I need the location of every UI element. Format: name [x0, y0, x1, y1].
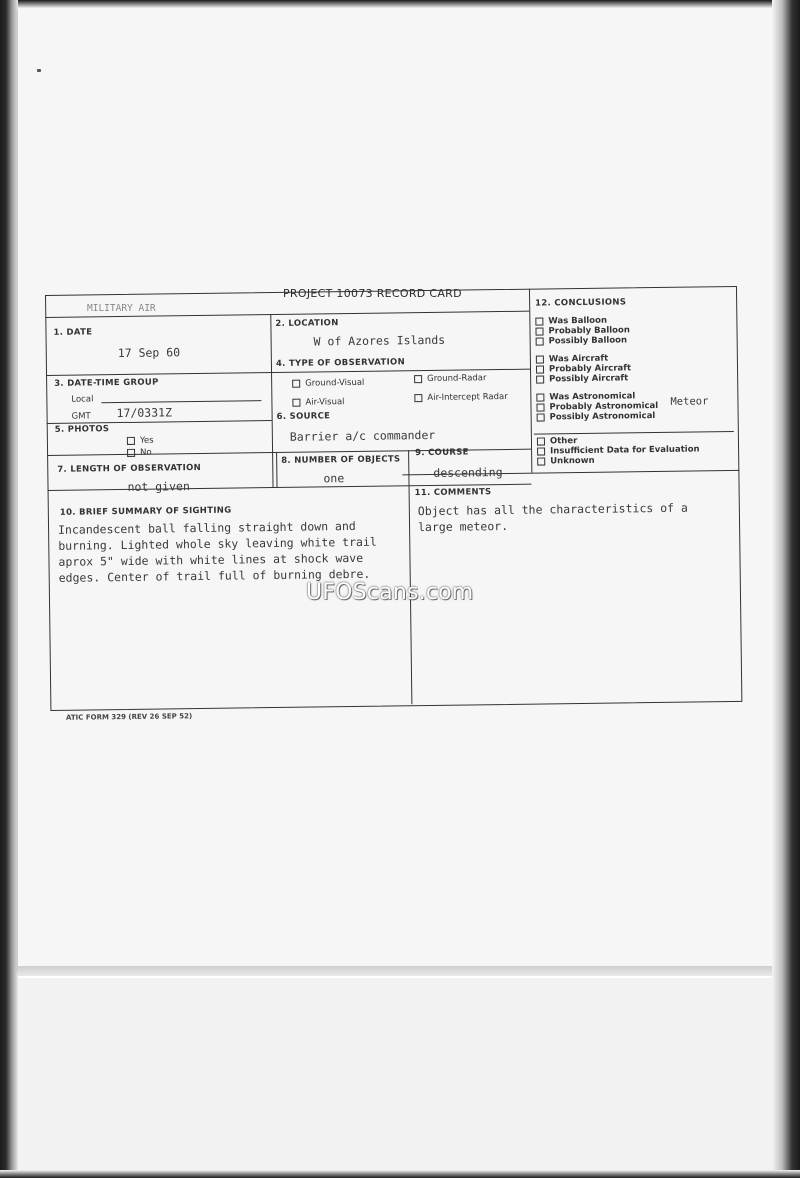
conclusion-option: Possibly Balloon [536, 335, 627, 346]
checkbox-icon [536, 375, 544, 383]
conclusions-label: 12. CONCLUSIONS [535, 297, 627, 309]
photos-yes: Yes [127, 436, 154, 446]
comments-line: Object has all the characteristics of a [417, 500, 688, 519]
gmt-value: 17/0331Z [116, 405, 173, 421]
length-label: 7. LENGTH OF OBSERVATION [57, 462, 202, 475]
summary-line: Incandescent ball falling straight down and [57, 518, 356, 537]
conclusion-option: Was Aircraft [536, 354, 608, 365]
checkbox-icon [536, 403, 544, 411]
number-label: 8. NUMBER OF OBJECTS [281, 454, 401, 466]
checkbox-icon [292, 379, 300, 387]
date-value: 17 Sep 60 [117, 345, 181, 361]
checkbox-icon [537, 447, 545, 455]
photos-no: No [127, 448, 152, 458]
comments-label: 11. COMMENTS [414, 487, 492, 499]
checkbox-icon [537, 413, 545, 421]
conclusion-option: Probably Astronomical [536, 401, 658, 413]
date-label: 1. DATE [53, 327, 93, 338]
meteor-annotation: Meteor [670, 395, 709, 408]
number-value: one [323, 471, 345, 486]
checkbox-icon [414, 394, 422, 402]
checkbox-icon [127, 448, 135, 456]
paper-speck [37, 69, 41, 72]
dtg-label: 3. DATE-TIME GROUP [54, 377, 159, 389]
checkbox-icon [414, 375, 422, 383]
scan-border-right [772, 0, 800, 1178]
location-value: W of Azores Islands [313, 332, 446, 349]
conclusions-box [529, 286, 737, 473]
scan-border-bottom [0, 1170, 800, 1178]
summary-line: aprox 5" wide with white lines at shock wave [58, 550, 364, 569]
photos-label: 5. PHOTOS [54, 424, 110, 435]
course-value: descending [433, 465, 503, 480]
paper-fold [18, 966, 772, 976]
form-number: ATIC FORM 329 (REV 26 SEP 52) [65, 712, 193, 722]
length-value: not given [127, 479, 190, 494]
scan-border-top [0, 0, 800, 8]
conclusion-option: Possibly Aircraft [536, 373, 628, 384]
type-ground-radar: Ground-Radar [414, 373, 486, 384]
source-value: Barrier a/c commander [289, 427, 436, 444]
conclusion-option: Was Astronomical [536, 391, 635, 402]
watermark: UFOScans.com [306, 580, 474, 605]
comments-text [418, 499, 736, 535]
checkbox-icon [535, 317, 543, 325]
conclusion-option: Unknown [537, 456, 595, 467]
comments-line: large meteor. [417, 518, 509, 535]
checkbox-icon [536, 337, 544, 345]
checkbox-icon [536, 355, 544, 363]
checkbox-icon [536, 365, 544, 373]
conclusion-option: Other [537, 436, 577, 447]
conclusion-option: Probably Balloon [535, 325, 629, 336]
summary-line: burning. Lighted whole sky leaving white trail [58, 534, 377, 553]
checkbox-icon [537, 437, 545, 445]
lower-paper [18, 978, 772, 1170]
military-air-stamp: MILITARY AIR [87, 303, 156, 314]
summary-line: edges. Center of trail full of burning debre. [58, 566, 371, 585]
conclusion-option: Insufficient Data for Evaluation [537, 444, 700, 456]
summary-label: 10. BRIEF SUMMARY OF SIGHTING [59, 505, 232, 518]
conclusion-option: Probably Aircraft [536, 363, 631, 374]
type-air-intercept-radar: Air-Intercept Radar [414, 392, 507, 403]
conclusion-option: Possibly Astronomical [537, 411, 656, 423]
checkbox-icon [537, 457, 545, 465]
type-ground-visual: Ground-Visual [292, 378, 364, 389]
summary-text [58, 517, 405, 586]
checkbox-icon [535, 327, 543, 335]
scan-border-left [0, 0, 18, 1178]
course-label: 9. COURSE [415, 447, 469, 459]
location-label: 2. LOCATION [275, 318, 339, 329]
checkbox-icon [127, 436, 135, 444]
type-air-visual: Air-Visual [292, 397, 344, 408]
record-card [45, 286, 742, 711]
local-label: Local [71, 394, 94, 405]
card-title: PROJECT 10073 RECORD CARD [283, 287, 462, 300]
source-label: 6. SOURCE [276, 411, 331, 422]
checkbox-icon [292, 398, 300, 406]
gmt-label: GMT [71, 411, 91, 422]
type-label: 4. TYPE OF OBSERVATION [275, 357, 406, 369]
conclusion-option: Was Balloon [535, 316, 607, 327]
checkbox-icon [536, 393, 544, 401]
